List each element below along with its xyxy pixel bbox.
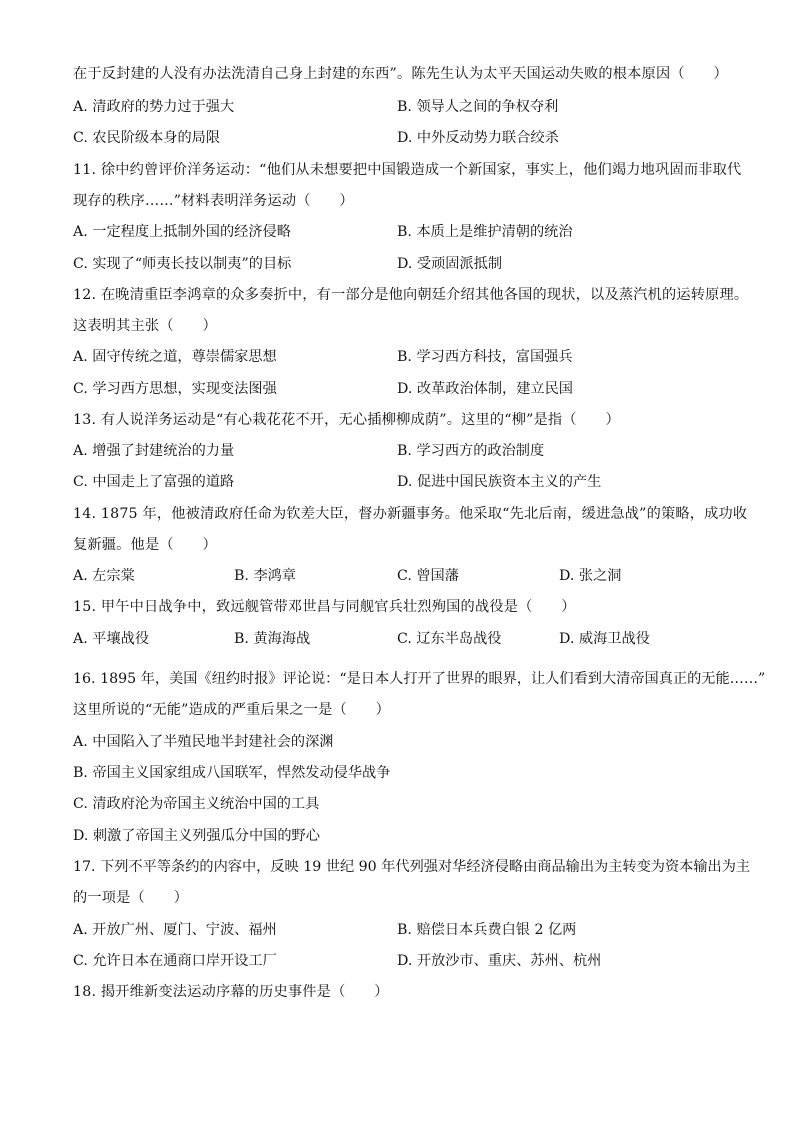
- question-14-stem-line1: 14. 1875 年，他被清政府任命为钦差大臣，督办新疆事务。他采取“先北后南，缓进急战”的策略，成功收: [73, 506, 748, 522]
- question-14-option-d: D. 张之洞: [559, 568, 622, 584]
- question-12-stem-line1: 12. 在晚清重臣李鸿章的众多奏折中，有一部分是他向朝廷介绍其他各国的现状，以及蒸汽机的运转原理。: [73, 287, 749, 303]
- question-16-option-a: A. 中国陷入了半殖民地半封建社会的深渊: [73, 734, 334, 750]
- question-17-option-c: C. 允许日本在通商口岸开设工厂: [73, 953, 277, 969]
- question-12-option-a: A. 固守传统之道，尊崇儒家思想: [73, 349, 277, 365]
- question-12-option-c: C. 学习西方思想，实现变法图强: [73, 381, 277, 397]
- question-12-option-d: D. 改革政治体制，建立民国: [397, 381, 573, 397]
- question-18-stem: 18. 揭开维新变法运动序幕的历史事件是（ ）: [73, 984, 389, 1000]
- question-16-option-b: B. 帝国主义国家组成八国联军，悍然发动侵华战争: [73, 765, 391, 781]
- question-16-stem-line1: 16. 1895 年，美国《纽约时报》评论说：“是日本人打开了世界的眼界，让人们看到大清帝国真正的无能……”: [73, 671, 766, 687]
- question-16-option-d: D. 刺激了帝国主义列强瓜分中国的野心: [73, 828, 320, 844]
- question-15-option-a: A. 平壤战役: [73, 631, 150, 647]
- question-15-stem: 15. 甲午中日战争中，致远舰管带邓世昌与同舰官兵壮烈殉国的战役是（ ）: [73, 599, 576, 615]
- question-10-option-b: B. 领导人之间的争权夺利: [397, 99, 559, 115]
- question-14-option-a: A. 左宗棠: [73, 568, 135, 584]
- question-15-option-d: D. 威海卫战役: [559, 631, 650, 647]
- question-13-option-d: D. 促进中国民族资本主义的产生: [397, 474, 602, 490]
- question-17-stem-line1: 17. 下列不平等条约的内容中，反映 19 世纪 90 年代列强对华经济侵略由商品输出为主转变为资本输出为主: [73, 859, 751, 875]
- question-10-option-c: C. 农民阶级本身的局限: [73, 130, 221, 146]
- question-13-option-a: A. 增强了封建统治的力量: [73, 443, 235, 459]
- question-15-option-c: C. 辽东半岛战役: [397, 631, 502, 647]
- question-11-stem-line1: 11. 徐中约曾评价洋务运动：“他们从未想要把中国锻造成一个新国家，事实上，他们竭力地巩固而非取代: [73, 162, 742, 178]
- question-14-option-b: B. 李鸿章: [234, 568, 297, 584]
- question-15-option-b: B. 黄海海战: [234, 631, 311, 647]
- question-11-option-d: D. 受顽固派抵制: [397, 256, 503, 272]
- question-13-stem: 13. 有人说洋务运动是“有心栽花花不开，无心插柳柳成荫”。这里的“柳”是指（ ）: [73, 412, 620, 428]
- question-14-stem-line2: 复新疆。他是（ ）: [73, 537, 217, 553]
- question-17-option-a: A. 开放广州、厦门、宁波、福州: [73, 922, 277, 938]
- question-10-stem: 在于反封建的人没有办法洗清自己身上封建的东西”。陈先生认为太平天国运动失败的根本原因（ ）: [73, 66, 728, 82]
- question-11-stem-line2: 现存的秩序……”材料表明洋务运动（ ）: [73, 193, 354, 209]
- question-10-option-a: A. 清政府的势力过于强大: [73, 99, 235, 115]
- question-17-stem-line2: 的一项是（ ）: [73, 890, 189, 906]
- question-11-option-c: C. 实现了“师夷长技以制夷”的目标: [73, 256, 292, 272]
- question-13-option-b: B. 学习西方的政治制度: [397, 443, 545, 459]
- question-11-option-b: B. 本质上是维护清朝的统治: [397, 224, 573, 240]
- question-17-option-d: D. 开放沙市、重庆、苏州、杭州: [397, 953, 602, 969]
- question-11-option-a: A. 一定程度上抵制外国的经济侵略: [73, 224, 291, 240]
- question-16-option-c: C. 清政府沦为帝国主义统治中国的工具: [73, 796, 320, 812]
- question-12-option-b: B. 学习西方科技，富国强兵: [397, 349, 573, 365]
- question-14-option-c: C. 曾国藩: [397, 568, 459, 584]
- question-17-option-b: B. 赔偿日本兵费白银 2 亿两: [397, 922, 577, 938]
- question-16-stem-line2: 这里所说的“无能”造成的严重后果之一是（ ）: [73, 702, 391, 718]
- question-13-option-c: C. 中国走上了富强的道路: [73, 474, 235, 490]
- question-12-stem-line2: 这表明其主张（ ）: [73, 318, 217, 334]
- question-10-option-d: D. 中外反动势力联合绞杀: [397, 130, 559, 146]
